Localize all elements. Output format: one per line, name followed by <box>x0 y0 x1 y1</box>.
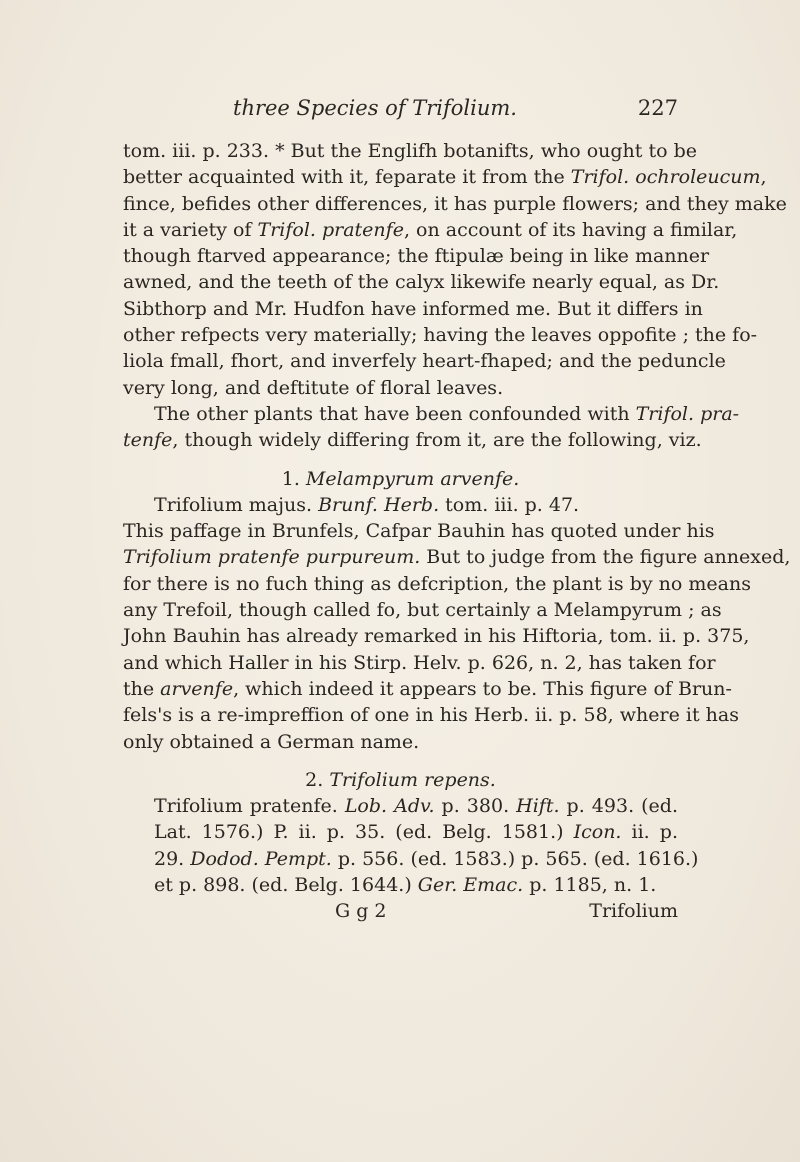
section-heading-1: 1. Melampyrum arvenfe. <box>281 467 520 490</box>
text-line: it a variety of Trifol. pratenfe, on account of its having a fimilar, <box>123 218 738 241</box>
paragraph-1 <box>123 138 787 401</box>
reference-line: et p. 898. (ed. Belg. 1644.) Ger. Emac. p. 1185, n. 1. <box>154 874 657 897</box>
reference-line: Trifolium majus. Brunf. Herb. tom. iii. p. 47. <box>154 493 580 516</box>
text-line: other refpects very materially; having the leaves oppofite ; the fo- <box>123 324 758 347</box>
text-line: liola fmall, fhort, and inverfely heart-fhaped; and the peduncle <box>123 350 726 373</box>
paragraph-3 <box>123 518 791 755</box>
text-line: any Trefoil, though called fo, but certainly a Melampyrum ; as <box>123 599 722 622</box>
body-text <box>123 138 791 924</box>
reference-block <box>123 793 699 898</box>
text-line: tenfe, though widely differing from it, are the following, viz. <box>123 429 702 452</box>
text-line: fince, befides other differences, it has purple flowers; and they make <box>123 192 787 215</box>
signature-mark: G g 2 <box>335 900 387 923</box>
page-number: 227 <box>637 96 678 120</box>
text-line: very long, and deftitute of floral leaves. <box>123 376 504 399</box>
text-line: only obtained a German name. <box>123 730 420 753</box>
text-line: This paffage in Brunfels, Cafpar Bauhin has quoted under his <box>123 520 715 543</box>
text-line: The other plants that have been confounded with Trifol. pra- <box>154 402 740 425</box>
text-line: the arvenfe, which indeed it appears to be. This figure of Brun- <box>123 677 732 700</box>
running-header <box>123 96 678 126</box>
text-line: Trifolium pratenfe purpureum. But to judge from the figure annexed, <box>123 546 791 569</box>
text-line: John Bauhin has already remarked in his Hiftoria, tom. ii. p. 375, <box>123 625 750 648</box>
text-line: fels's is a re-impreffion of one in his Herb. ii. p. 58, where it has <box>123 704 739 727</box>
running-title: three Species of Trifolium. <box>233 96 517 120</box>
text-line: though ftarved appearance; the ftipulæ being in like manner <box>123 245 710 268</box>
text-line: better acquainted with it, feparate it from the Trifol. ochroleucum, <box>123 166 767 189</box>
page-footer <box>123 898 678 924</box>
text-line: tom. iii. p. 233. * But the Englifh botanifts, who ought to be <box>123 140 697 162</box>
reference-line: Trifolium pratenfe. Lob. Adv. p. 380. Hift. p. 493. (ed. <box>154 795 679 818</box>
reference-line: Lat. 1576.) P. ii. p. 35. (ed. Belg. 1581.) Icon. ii. p. <box>154 821 678 844</box>
section-heading-2: 2. Trifolium repens. <box>305 768 496 791</box>
paragraph-2 <box>123 401 740 454</box>
text-line: for there is no fuch thing as defcription, the plant is by no means <box>123 572 751 595</box>
catchword: Trifolium <box>589 900 678 923</box>
reference-line: 29. Dodod. Pempt. p. 556. (ed. 1583.) p. 565. (ed. 1616.) <box>154 847 699 870</box>
text-line: awned, and the teeth of the calyx likewife nearly equal, as Dr. <box>123 271 720 294</box>
text-line: Sibthorp and Mr. Hudfon have informed me. But it differs in <box>123 297 703 320</box>
text-line: and which Haller in his Stirp. Helv. p. 626, n. 2, has taken for <box>123 651 716 674</box>
